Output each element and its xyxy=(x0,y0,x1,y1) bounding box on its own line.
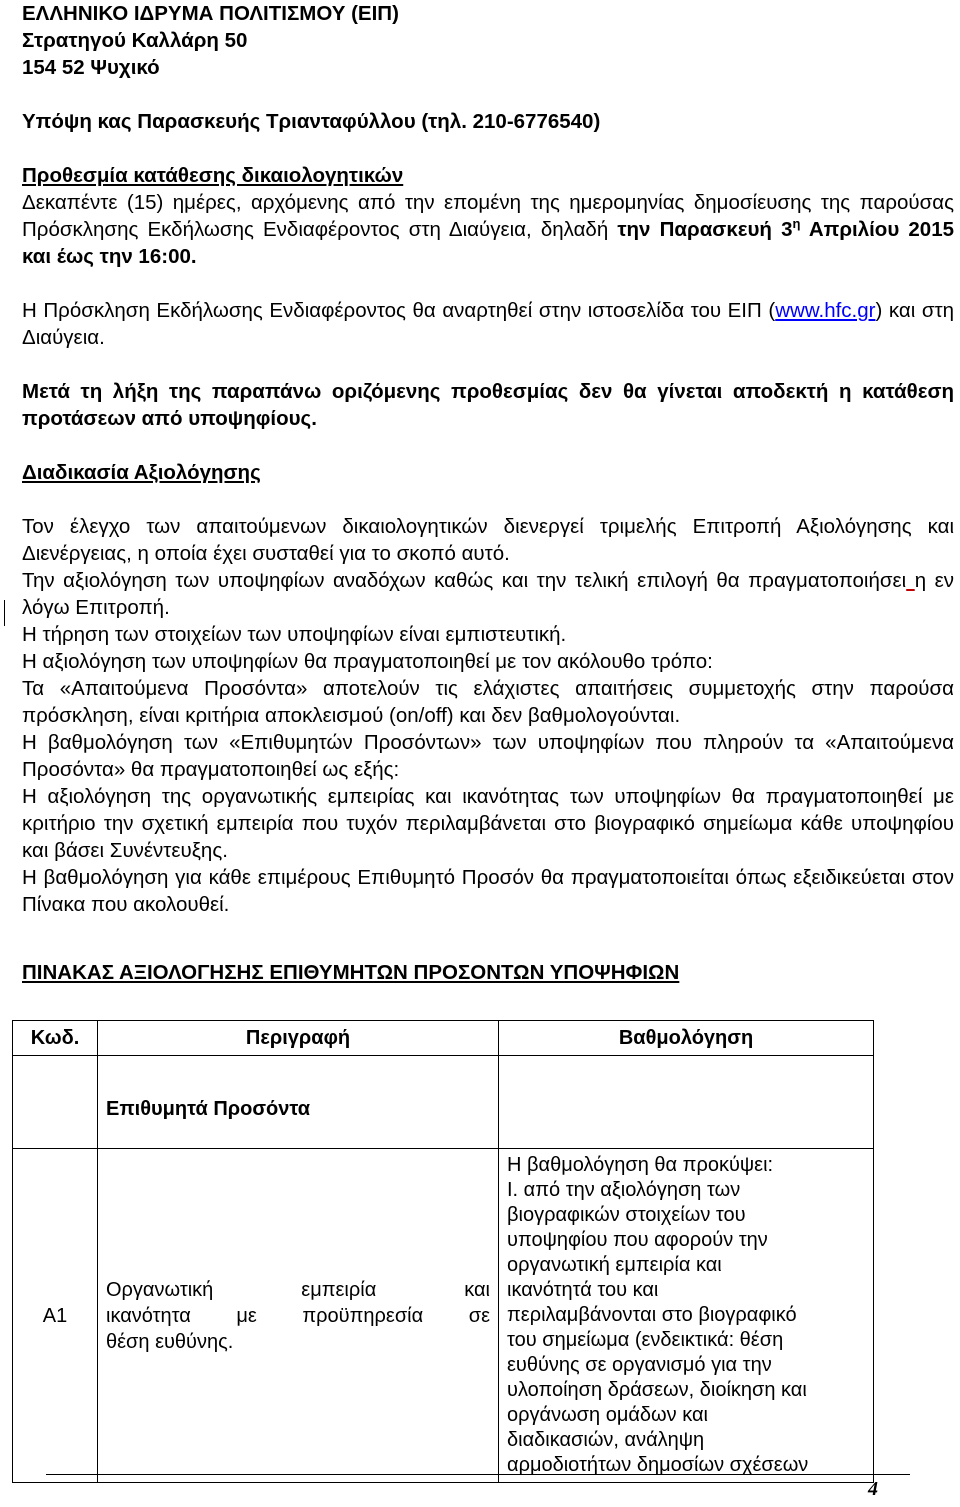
evaluation-p2-b: η εν λόγω Επιτροπή. xyxy=(22,569,954,619)
evaluation-p2 xyxy=(22,567,954,621)
website-link[interactable]: www.hfc.gr xyxy=(775,299,876,322)
row-description-line: Οργανωτική εμπειρία και xyxy=(106,1278,490,1301)
grade-line: οργάνωση ομάδων και xyxy=(507,1404,708,1426)
grade-line: Η βαθμολόγηση θα προκύψει: xyxy=(507,1154,774,1176)
deadline-date-a: την Παρασκευή 3 xyxy=(617,218,793,241)
header-code: Κωδ. xyxy=(13,1021,98,1056)
evaluation-p7: Η αξιολόγηση της οργανωτικής εμπειρίας και ικανότητας των υποψηφίων θα πραγματοποιηθεί με κριτήριο την σχετική εμπειρία που τυχόν περιλαμβάνεται στο βιογραφικό σημείωμα κάθε υποψηφίου και βάσει Συνέντευξης. xyxy=(22,785,954,862)
grade-line: περιλαμβάνονται στο βιογραφικό xyxy=(507,1304,797,1326)
deadline-heading: Προθεσμία κατάθεσης δικαιολογητικών xyxy=(22,164,404,187)
grade-line: βιογραφικών στοιχείων του xyxy=(507,1204,746,1226)
contact-person: Υπόψη κας Παρασκευής Τριανταφύλλου (τηλ. 210-6776540) xyxy=(22,110,601,133)
deadline-text xyxy=(22,189,954,270)
document-page xyxy=(22,0,954,986)
row-grading xyxy=(499,1149,874,1483)
footer-rule xyxy=(46,1474,910,1475)
header-grading: Βαθμολόγηση xyxy=(499,1021,874,1056)
grade-line: αρμοδιοτήτων δημοσίων σχέσεων xyxy=(507,1454,809,1476)
row-description-line: θέση ευθύνης. xyxy=(106,1330,234,1353)
publication-text-b: ) και στη Διαύγεια. xyxy=(22,299,954,349)
evaluation-p5: Τα «Απαιτούμενα Προσόντα» αποτελούν τις ελάχιστες απαιτήσεις συμμετοχής στην παρούσα πρόσκληση, είναι κριτήρια αποκλεισμού (on/off) και δεν βαθμολογούνται. xyxy=(22,677,954,727)
deadline-sup: η xyxy=(792,216,801,232)
org-street: Στρατηγού Καλλάρη 50 xyxy=(22,29,248,52)
evaluation-table xyxy=(12,1020,874,1483)
grade-line: υποψηφίου που αφορούν την xyxy=(507,1229,768,1251)
deadline-warning: Μετά τη λήξη της παραπάνω οριζόμενης προθεσμίας δεν θα γίνεται αποδεκτή η κατάθεση προτάσεων από υποψηφίους. xyxy=(22,380,954,430)
tracked-change-space xyxy=(906,569,915,592)
grade-line: ικανότητά του και xyxy=(507,1279,659,1301)
revision-bar xyxy=(4,600,5,626)
row-description-line: ικανότητα με προϋπηρεσία σε xyxy=(106,1304,490,1327)
evaluation-heading: Διαδικασία Αξιολόγησης xyxy=(22,461,261,484)
deadline-date-b: Απριλίου 2015 και έως την 16:00. xyxy=(22,218,954,268)
grade-line: ευθύνης σε οργανισμό για την xyxy=(507,1354,772,1376)
header-description: Περιγραφή xyxy=(98,1021,499,1056)
evaluation-p2-a: Την αξιολόγηση των υποψηφίων αναδόχων καθώς και την τελική επιλογή θα πραγματοποιήσει xyxy=(22,569,907,592)
row-code: Α1 xyxy=(13,1149,98,1483)
table-row xyxy=(13,1149,874,1483)
evaluation-p6: Η βαθμολόγηση των «Επιθυμητών Προσόντων» των υποψηφίων που πληρούν τα «Απαιτούμενα Προσόντα» θα πραγματοποιηθεί ως εξής: xyxy=(22,731,954,781)
table-section-row xyxy=(13,1056,874,1149)
grade-line: Ι. από την αξιολόγηση των xyxy=(507,1179,741,1201)
evaluation-p4: Η αξιολόγηση των υποψηφίων θα πραγματοποιηθεί με τον ακόλουθο τρόπο: xyxy=(22,650,713,673)
page-number: 4 xyxy=(868,1478,878,1500)
publication-text xyxy=(22,297,954,351)
grade-line: του σημείωμα (ενδεικτικά: θέση xyxy=(507,1329,784,1351)
evaluation-p3: Η τήρηση των στοιχείων των υποψηφίων είναι εμπιστευτική. xyxy=(22,623,567,646)
publication-text-a: Η Πρόσκληση Εκδήλωσης Ενδιαφέροντος θα αναρτηθεί στην ιστοσελίδα του ΕΙΠ ( xyxy=(22,299,776,322)
section-label: Επιθυμητά Προσόντα xyxy=(98,1056,499,1149)
table-title: ΠΙΝΑΚΑΣ ΑΞΙΟΛΟΓΗΣΗΣ ΕΠΙΘΥΜΗΤΩΝ ΠΡΟΣΟΝΤΩΝ ΥΠΟΨΗΦΙΩΝ xyxy=(22,961,680,984)
grade-line: οργανωτική εμπειρία και xyxy=(507,1254,722,1276)
org-name: ΕΛΛΗΝΙΚΟ ΙΔΡΥΜΑ ΠΟΛΙΤΙΣΜΟΥ (ΕΙΠ) xyxy=(22,2,399,25)
table-header-row xyxy=(13,1021,874,1056)
section-grade-cell xyxy=(499,1056,874,1149)
grade-line: υλοποίηση δράσεων, διοίκηση και xyxy=(507,1379,807,1401)
grade-line: διαδικασιών, ανάληψη xyxy=(507,1429,705,1451)
section-code-cell xyxy=(13,1056,98,1149)
evaluation-p1: Τον έλεγχο των απαιτούμενων δικαιολογητικών διενεργεί τριμελής Επιτροπή Αξιολόγησης και Διενέργειας, η οποία έχει συσταθεί για το σκοπό αυτό. xyxy=(22,515,954,565)
deadline-text-a: Δεκαπέντε (15) ημέρες, αρχόμενης από την επομένη της ημερομηνίας δημοσίευσης της παρούσας Πρόσκλησης Εκδήλωσης Ενδιαφέροντος στη Διαύγεια, δηλαδή xyxy=(22,191,954,241)
row-description xyxy=(98,1149,499,1483)
org-postcode: 154 52 Ψυχικό xyxy=(22,56,160,79)
evaluation-p8: Η βαθμολόγηση για κάθε επιμέρους Επιθυμητό Προσόν θα πραγματοποιείται όπως εξειδικεύεται στον Πίνακα που ακολουθεί. xyxy=(22,866,954,916)
